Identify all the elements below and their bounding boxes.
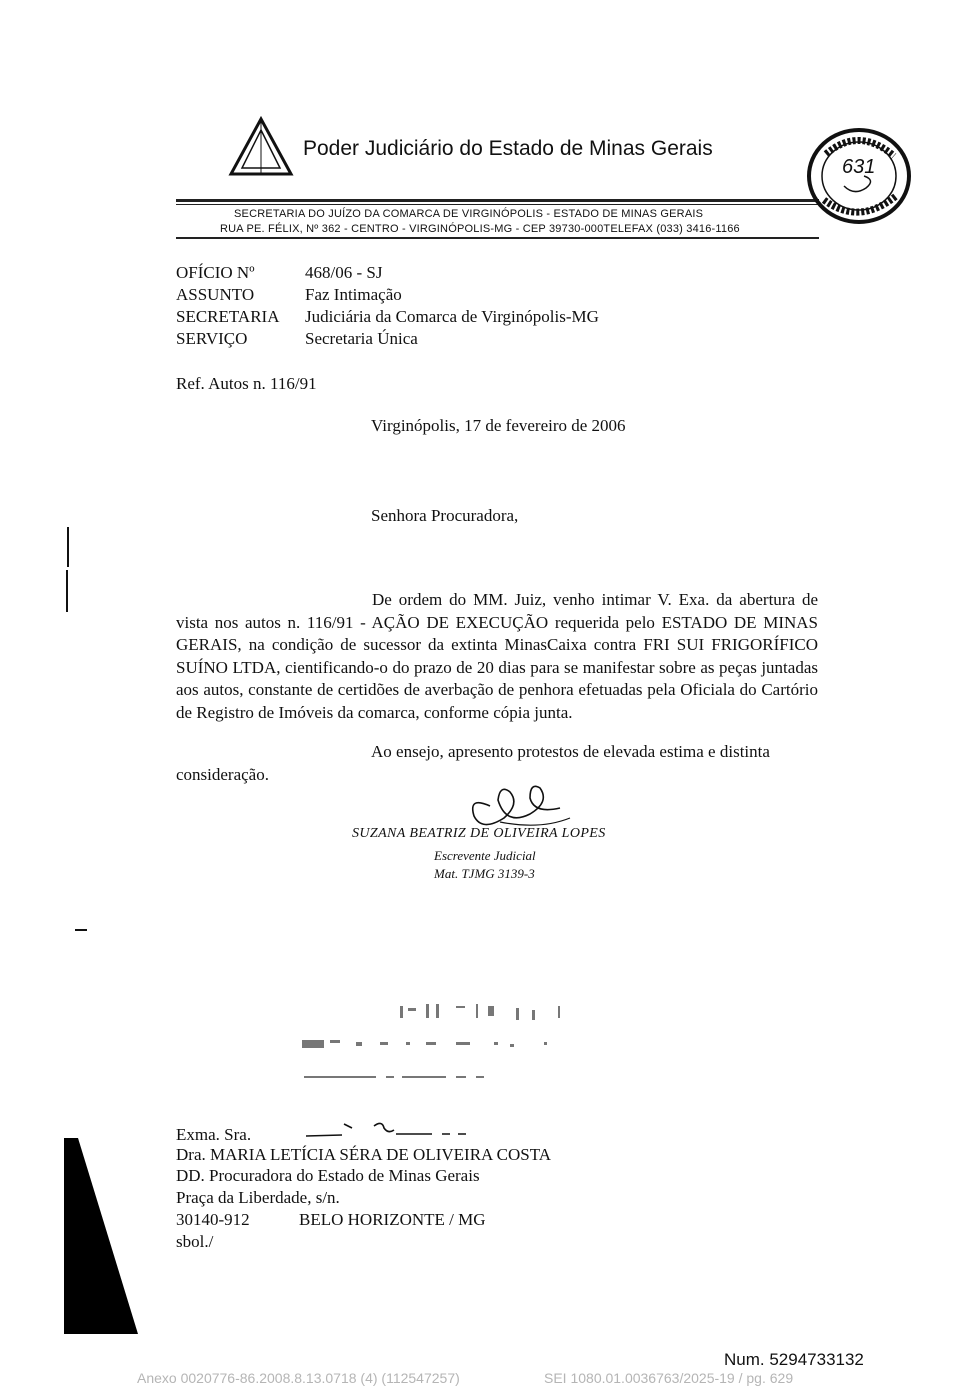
scan-black-wedge (64, 1138, 140, 1338)
triangle-logo-icon (228, 116, 294, 178)
header-rule-top (176, 199, 819, 202)
address-recipient-name: Dra. MARIA LETÍCIA SÉRA DE OLIVEIRA COSTA (176, 1145, 551, 1164)
scan-margin-line-1 (67, 527, 69, 567)
typist-initials: sbol./ (176, 1232, 214, 1251)
meta-label-assunto: ASSUNTO (176, 285, 255, 304)
court-seal-stamp (806, 126, 912, 226)
closing-line-1: Ao ensejo, apresento protestos de elevada estima e distinta (371, 742, 770, 761)
address-greeting: Exma. Sra. (176, 1125, 252, 1144)
meta-value-oficio: 468/06 - SJ (305, 263, 383, 282)
signer-name: SUZANA BEATRIZ DE OLIVEIRA LOPES (352, 826, 606, 841)
signer-registration: Mat. TJMG 3139-3 (434, 866, 535, 881)
place-date: Virginópolis, 17 de fevereiro de 2006 (371, 416, 626, 435)
footer-sei-reference: SEI 1080.01.0036763/2025-19 / pg. 629 (544, 1370, 794, 1386)
body-paragraph (176, 589, 818, 725)
address-recipient-role: DD. Procuradora do Estado de Minas Gerais (176, 1166, 480, 1185)
header-address-line-1: SECRETARIA DO JUÍZO DA COMARCA DE VIRGINÓPOLIS - ESTADO DE MINAS GERAIS (234, 208, 704, 220)
header-address-line-2: RUA PE. FÉLIX, Nº 362 - CENTRO - VIRGINÓPOLIS-MG - CEP 39730-000TELEFAX (033) 3416-1166 (220, 223, 740, 235)
closing-line-2: consideração. (176, 765, 269, 784)
reference: Ref. Autos n. 116/91 (176, 374, 317, 393)
address-cep: 30140-912 (176, 1210, 250, 1229)
meta-label-servico: SERVIÇO (176, 329, 248, 348)
signer-title: Escrevente Judicial (434, 848, 536, 863)
meta-label-oficio: OFÍCIO Nº (176, 263, 255, 282)
handwritten-mark (302, 1118, 472, 1142)
meta-label-secretaria: SECRETARIA (176, 307, 280, 326)
scan-margin-dash (75, 929, 87, 931)
salutation: Senhora Procuradora, (371, 506, 519, 525)
meta-value-servico: Secretaria Única (305, 329, 418, 348)
address-city: BELO HORIZONTE / MG (299, 1210, 486, 1229)
meta-value-secretaria: Judiciária da Comarca de Virginópolis-MG (305, 307, 599, 326)
address-street: Praça da Liberdade, s/n. (176, 1188, 340, 1207)
scan-margin-line-2 (66, 570, 68, 612)
faint-reception-stamp (296, 996, 596, 1086)
stamp-number: 631 (842, 156, 876, 178)
header-rule-top-thin (176, 204, 819, 205)
footer-anexo-reference: Anexo 0020776-86.2008.8.13.0718 (4) (112547257) (137, 1370, 460, 1386)
header-title: Poder Judiciário do Estado de Minas Gerais (303, 137, 713, 160)
body-text: De ordem do MM. Juiz, venho intimar V. Exa. da abertura de vista nos autos n. 116/91 - AÇÃO DE EXECUÇÃO requerida pelo ESTADO DE MINAS GERAIS, na condição de sucessor da extinta MinasCaixa contra FRI SUI FRIGORÍFICO SUÍNO LTDA, cientificando-o do prazo de 20 dias para se manifestar sobre as peças juntadas aos autos, constante de certidões de averbação de penhora efetuadas pela Oficiala do Cartório de Registro de Imóveis da comarca, conforme cópia junta. (176, 590, 818, 722)
header-rule-bottom (176, 237, 819, 239)
document-number: Num. 5294733132 (724, 1350, 864, 1369)
meta-value-assunto: Faz Intimação (305, 285, 402, 304)
